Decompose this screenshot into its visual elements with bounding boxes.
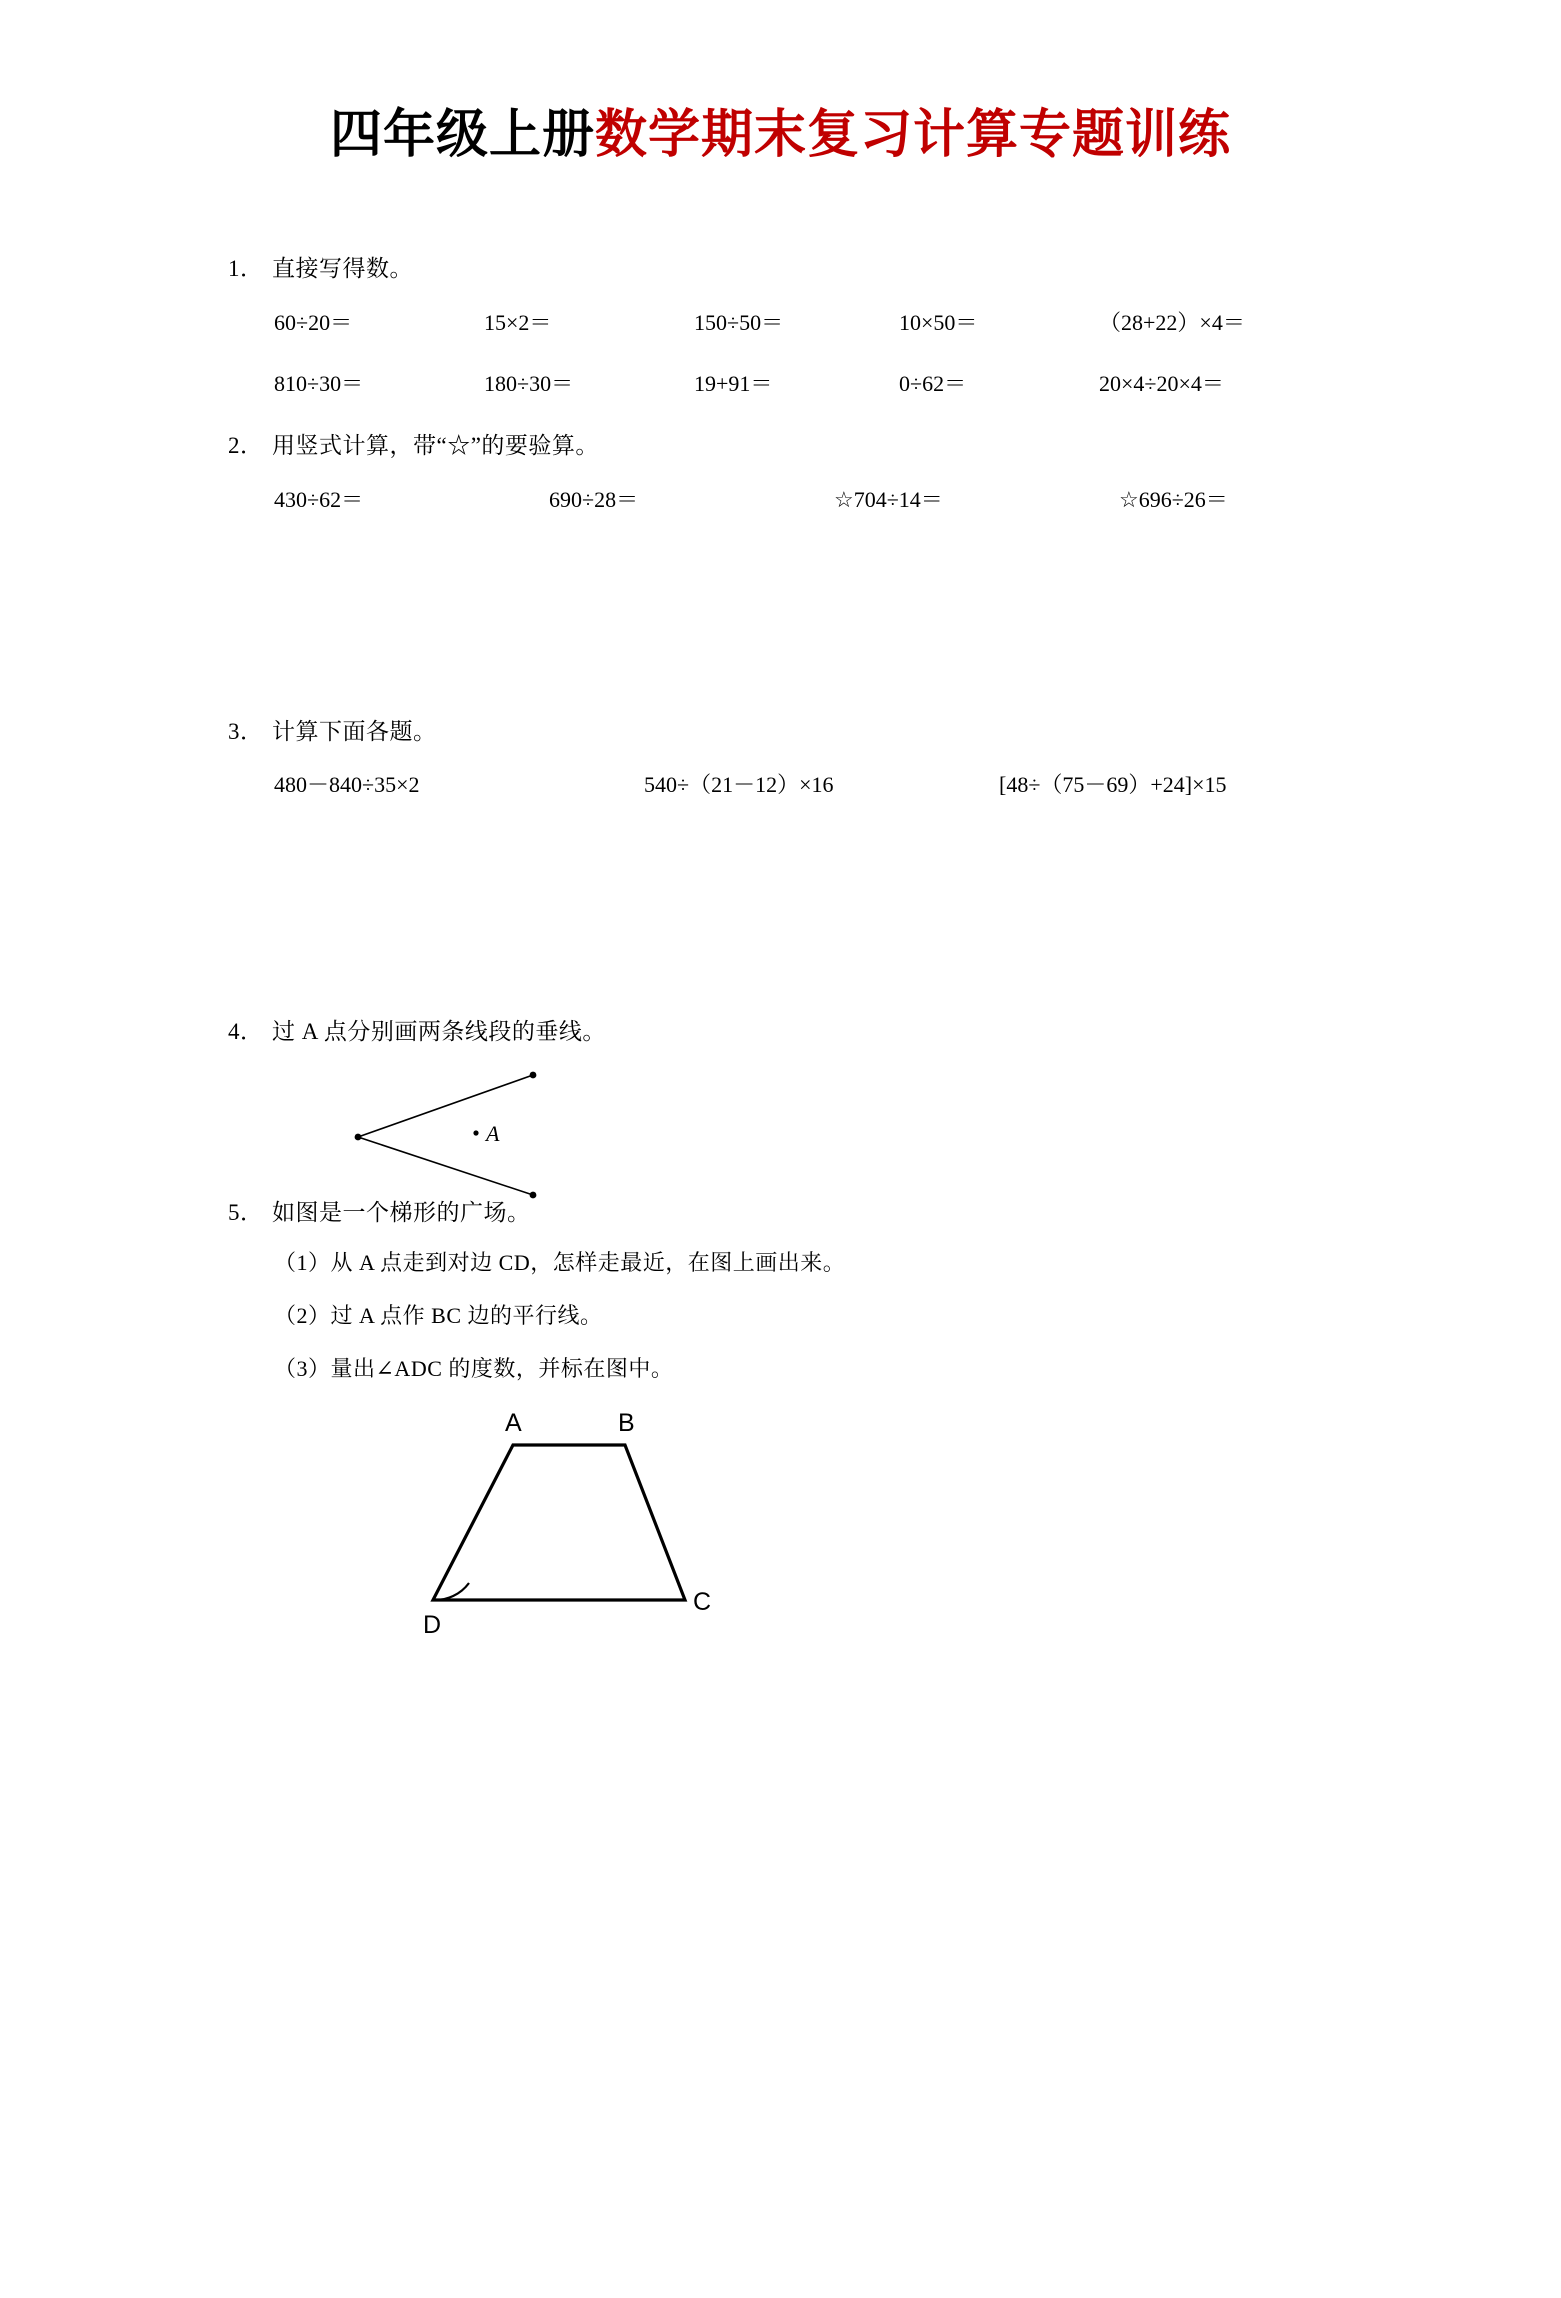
- endpoint-dot-upper: [530, 1072, 537, 1079]
- title-black-part: 四年级上册: [329, 105, 595, 165]
- worksheet-page: [0, 92, 1561, 2298]
- expression: 60÷20＝: [274, 309, 353, 335]
- expression: ☆696÷26＝: [1119, 486, 1228, 512]
- question-2-expressions: [228, 483, 1411, 514]
- expression: 480－840÷35×2: [274, 772, 420, 798]
- trapezoid-shape: [433, 1445, 685, 1600]
- expression: [48÷（75－69）+24]×15: [999, 772, 1227, 798]
- question-4-prompt: 过 A 点分别画两条线段的垂线。: [272, 1019, 606, 1045]
- page-title: [0, 92, 1561, 167]
- segment-upper: [358, 1075, 533, 1137]
- question-5-sub-2: （2）过 A 点作 BC 边的平行线。: [274, 1302, 603, 1328]
- question-3-row-1: [274, 768, 1411, 799]
- question-1-prompt: 直接写得数。: [272, 256, 413, 281]
- vertex-label-c: C: [693, 1587, 712, 1616]
- expression: 810÷30＝: [274, 370, 364, 396]
- vertex-label-d: D: [423, 1610, 442, 1639]
- question-5-heading: [228, 1195, 1411, 1232]
- question-3-number: 3．: [228, 718, 264, 744]
- question-4-heading: [228, 1014, 1411, 1051]
- expression: 15×2＝: [484, 309, 552, 335]
- expression: 180÷30＝: [484, 370, 574, 396]
- expression: 20×4÷20×4＝: [1099, 370, 1224, 396]
- point-a-label: A: [486, 1121, 500, 1147]
- expression: 690÷28＝: [549, 486, 639, 512]
- expression: 430÷62＝: [274, 486, 364, 512]
- question-1-heading: [228, 251, 1411, 288]
- expression: 150÷50＝: [694, 309, 784, 335]
- answer-space-q3: [228, 829, 1411, 1014]
- vertex-label-b: B: [618, 1408, 635, 1437]
- segment-lower: [358, 1137, 533, 1195]
- question-3-prompt: 计算下面各题。: [272, 718, 437, 744]
- vertex-dot: [355, 1134, 362, 1141]
- question-2-prompt: 用竖式计算，带“☆”的要验算。: [272, 432, 599, 458]
- question-1-row-2: [274, 367, 1411, 398]
- title-red-part: 数学期末复习计算专题训练: [595, 105, 1232, 165]
- question-1-row-1: [274, 306, 1411, 337]
- expression: 19+91＝: [694, 370, 773, 396]
- angle-figure: [348, 1065, 1411, 1195]
- expression: 0÷62＝: [899, 370, 967, 396]
- answer-space-q2: [228, 544, 1411, 714]
- question-2-row-1: [274, 483, 1411, 514]
- expression: （28+22）×4＝: [1099, 309, 1245, 335]
- question-3-expressions: [228, 768, 1411, 799]
- question-1-number: 1．: [228, 256, 264, 281]
- question-4-number: 4．: [228, 1019, 264, 1045]
- question-5-prompt: 如图是一个梯形的广场。: [272, 1200, 531, 1226]
- trapezoid-figure-svg: [403, 1405, 763, 1645]
- question-2-number: 2．: [228, 432, 264, 458]
- worksheet-content: [0, 251, 1561, 1650]
- endpoint-dot-lower: [530, 1192, 537, 1199]
- question-5-sub-1: （1）从 A 点走到对边 CD，怎样走最近，在图上画出来。: [274, 1249, 846, 1275]
- angle-figure-svg: [348, 1065, 668, 1205]
- question-5-number: 5．: [228, 1200, 264, 1226]
- expression: 540÷（21－12）×16: [644, 772, 834, 798]
- question-3-heading: [228, 714, 1411, 751]
- question-1-expressions: [228, 306, 1411, 398]
- question-2-heading: [228, 428, 1411, 465]
- vertex-label-a: A: [505, 1408, 522, 1437]
- expression: 10×50＝: [899, 309, 978, 335]
- point-a-dot: [473, 1131, 478, 1136]
- expression: ☆704÷14＝: [834, 486, 943, 512]
- trapezoid-figure: [403, 1405, 1411, 1650]
- question-5-sub-3: （3）量出∠ADC 的度数，并标在图中。: [274, 1355, 674, 1381]
